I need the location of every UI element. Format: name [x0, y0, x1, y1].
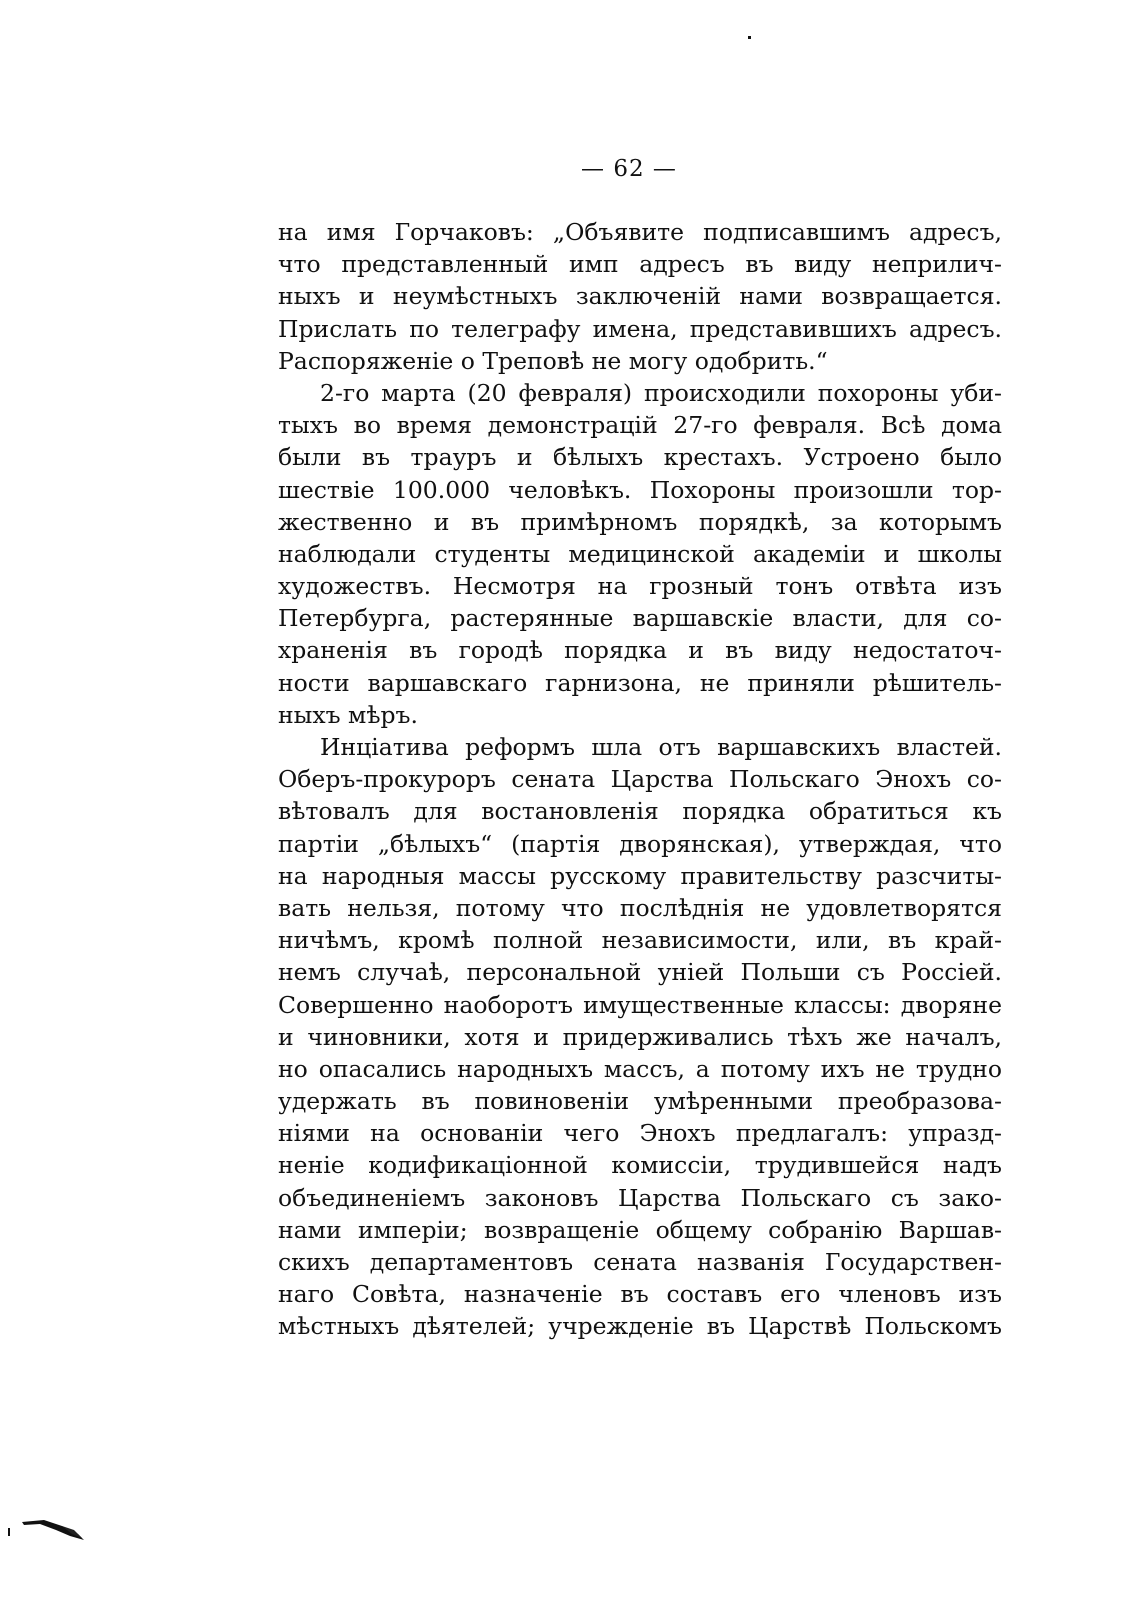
scan-smudge [0, 1506, 100, 1556]
text-line: храненiя въ городѣ порядка и въ виду недостаточ- [278, 636, 1002, 665]
text-line: жественно и въ примѣрномъ порядкѣ, за которымъ [278, 507, 1002, 536]
text-line: скихъ департаментовъ сената названiя Государствен- [278, 1248, 1002, 1276]
text-line: на имя Горчаковъ: „Объявите подписавшимъ адресъ, [278, 218, 1002, 246]
text-line: нами имперiи; возвращенiе общему собранiю Варшав- [278, 1215, 1002, 1244]
text-line: немъ случаѣ, персональной унiей Польши съ Россiей. [278, 958, 1002, 987]
text-line: вѣтовалъ для востановленiя порядка обратиться къ [278, 797, 1002, 826]
text-line: ненiе кодификацiонной комиссiи, трудившейся надъ [278, 1151, 1002, 1180]
paragraph-2 [278, 377, 1002, 731]
text-line: ничѣмъ, кромѣ полной независимости, или, въ край- [278, 926, 1002, 955]
text-line: наго Совѣта, назначенiе въ составъ его членовъ изъ [278, 1280, 1002, 1309]
text-line: но опасались народныхъ массъ, а потому ихъ не трудно [278, 1054, 1002, 1083]
text-line: и чиновники, хотя и придерживались тѣхъ же началъ, [278, 1022, 1002, 1051]
text-line: ности варшавскаго гарнизона, не приняли рѣшитель- [278, 668, 1002, 697]
text-line: Распоряженiе о Треповѣ не могу одобрить.“ [278, 346, 828, 375]
text-line: партiи „бѣлыхъ“ (партiя дворянская), утверждая, что [278, 829, 1002, 858]
text-line: Оберъ-прокуроръ сената Царства Польскаго Энохъ со- [278, 765, 1002, 794]
text-line: 2-го марта (20 февраля) происходили похороны уби- [320, 378, 1002, 407]
body-text [278, 216, 1002, 1343]
text-line: на народныя массы русскому правительству разсчиты- [278, 861, 1002, 890]
text-line: Инцiатива реформъ шла отъ варшавскихъ властей. [320, 733, 1002, 761]
paragraph-1 [278, 216, 1002, 377]
text-line: что представленный имп адресъ въ виду неприлич- [278, 250, 1002, 279]
paragraph-3 [278, 731, 1002, 1343]
text-line: художествъ. Несмотря на грозный тонъ отвѣта изъ [278, 572, 1002, 601]
text-line: Прислать по телеграфу имена, представившихъ адресъ. [278, 314, 1002, 343]
text-line: удержать въ повиновенiи умѣренными преобразова- [278, 1087, 1002, 1116]
text-line: наблюдали студенты медицинской академiи и школы [278, 539, 1002, 568]
scan-speck [748, 36, 751, 39]
text-line: ныхъ и неумѣстныхъ заключенiй нами возвращается. [278, 282, 1002, 311]
text-line: объединенiемъ законовъ Царства Польскаго съ зако- [278, 1183, 1002, 1212]
text-line: нiями на основанiи чего Энохъ предлагалъ: упразд- [278, 1119, 1002, 1148]
page-number: — 62 — [581, 156, 677, 182]
text-line: шествiе 100.000 человѣкъ. Похороны произошли тор- [278, 475, 1002, 504]
text-line: тыхъ во время демонстрацiй 27-го февраля. Всѣ дома [278, 411, 1002, 440]
text-line: Совершенно наоборотъ имущественные классы: дворяне [278, 990, 1002, 1019]
text-line: Петербурга, растерянные варшавскiе власти, для со- [278, 604, 1002, 633]
text-line: мѣстныхъ дѣятелей; учрежденiе въ Царствѣ Польскомъ [278, 1312, 1002, 1341]
text-line: вать нельзя, потому что послѣднiя не удовлетворятся [278, 893, 1002, 922]
text-line: были въ трауръ и бѣлыхъ крестахъ. Устроено было [278, 443, 1002, 472]
text-line: ныхъ мѣръ. [278, 700, 418, 729]
